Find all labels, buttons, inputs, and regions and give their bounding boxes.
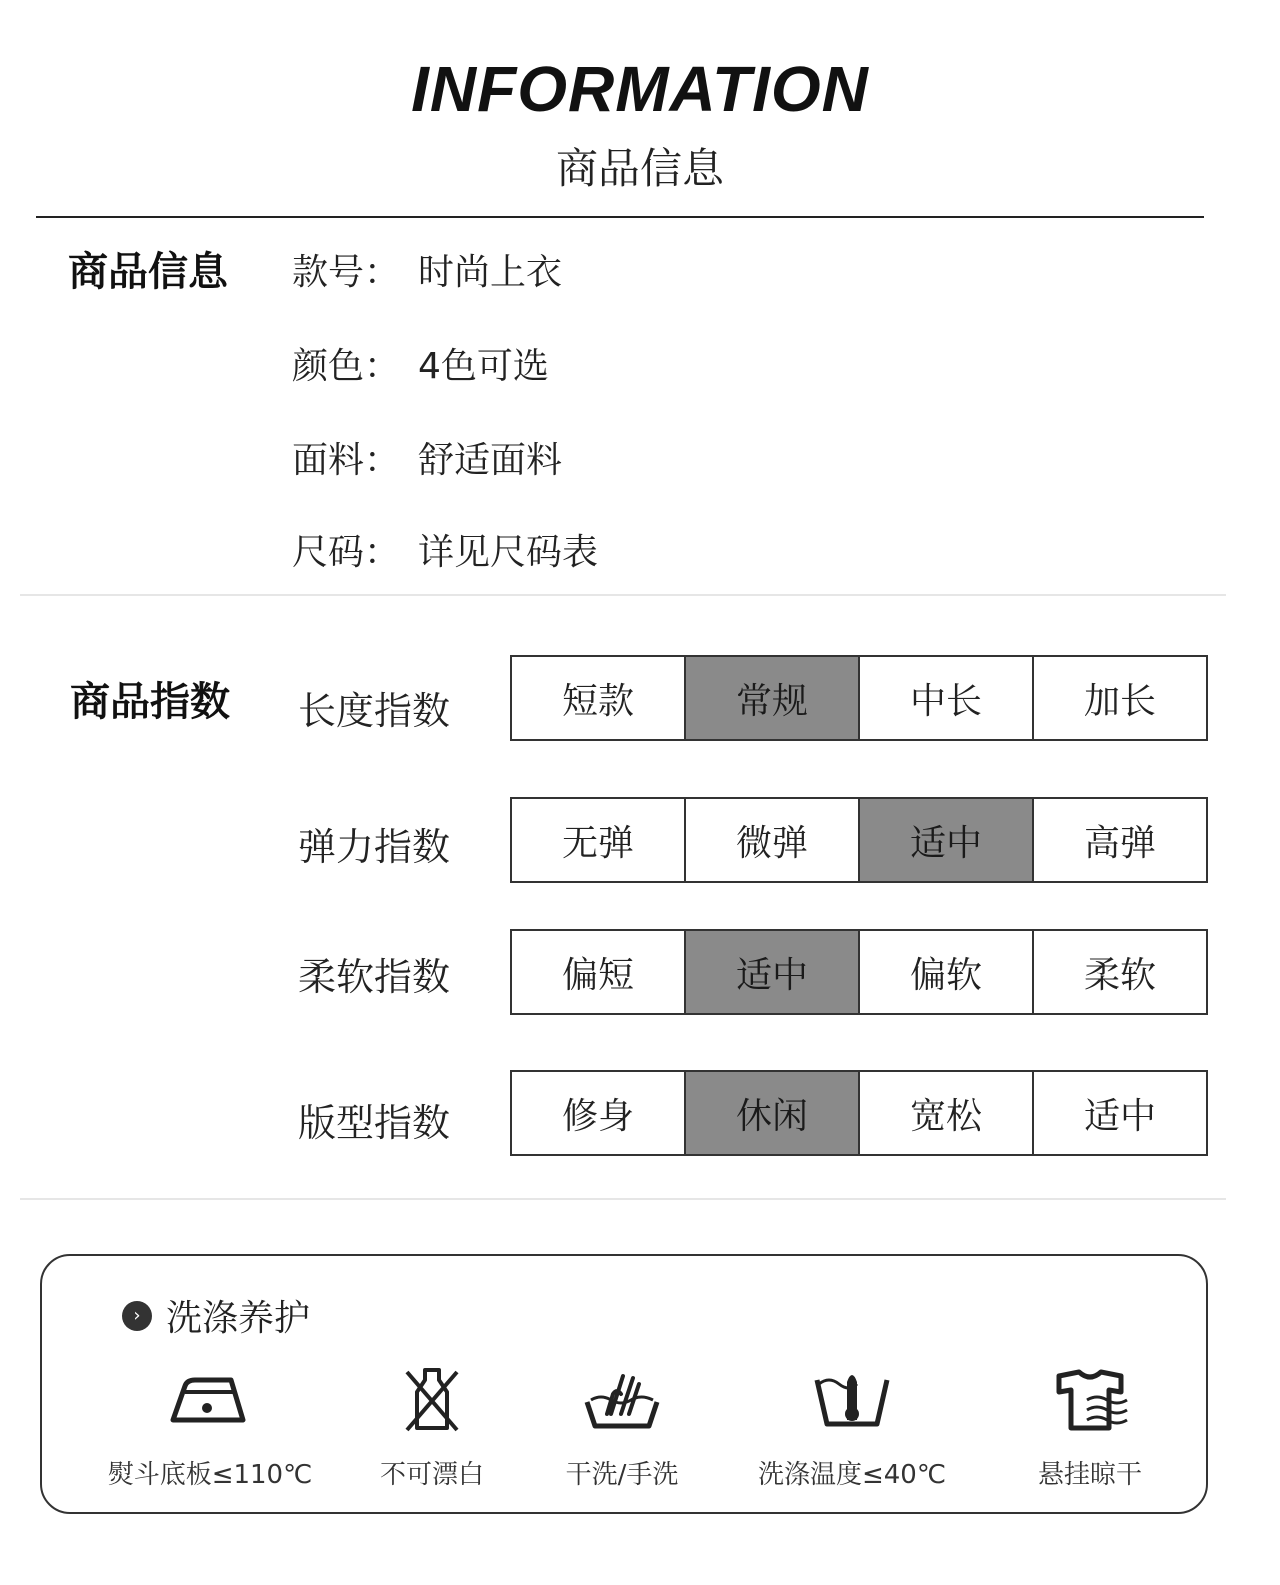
info-value: 4色可选 xyxy=(418,346,549,387)
info-value: 时尚上衣 xyxy=(418,252,563,293)
index-option[interactable]: 柔软 xyxy=(1032,931,1206,1013)
index-option[interactable]: 休闲 xyxy=(684,1072,858,1154)
index-option[interactable]: 偏软 xyxy=(858,931,1032,1013)
index-scale-softness xyxy=(510,929,1208,1015)
index-option[interactable]: 短款 xyxy=(561,680,634,722)
index-option[interactable]: 高弹 xyxy=(1032,799,1206,881)
care-title xyxy=(122,1290,310,1341)
section-divider xyxy=(20,1198,1226,1200)
index-label-fit: 版型指数 xyxy=(298,1101,451,1145)
page-title-zh: 商品信息 xyxy=(555,144,724,193)
care-label: 熨斗底板≤110℃ xyxy=(107,1460,313,1490)
no-bleach-icon xyxy=(387,1364,477,1434)
index-option[interactable]: 常规 xyxy=(684,657,858,739)
info-row-fabric xyxy=(292,432,562,483)
index-option[interactable]: 偏短 xyxy=(561,954,634,996)
index-option[interactable]: 微弹 xyxy=(684,799,858,881)
info-row-color xyxy=(292,338,549,389)
care-item-hangdry xyxy=(960,1364,1220,1491)
index-label-softness: 柔软指数 xyxy=(298,955,451,999)
info-row-size xyxy=(292,524,598,575)
index-option[interactable]: 无弹 xyxy=(561,822,634,864)
hand-wash-icon xyxy=(577,1364,667,1434)
section-divider xyxy=(20,594,1226,596)
header-divider xyxy=(36,216,1204,218)
indices-section-title: 商品指数 xyxy=(70,679,230,725)
index-option[interactable]: 宽松 xyxy=(858,1072,1032,1154)
index-option[interactable]: 中长 xyxy=(858,657,1032,739)
page-title-en: INFORMATION xyxy=(411,53,869,125)
care-item-handwash xyxy=(492,1364,752,1491)
iron-icon xyxy=(165,1364,255,1434)
index-label-elasticity: 弹力指数 xyxy=(298,825,451,869)
product-info-section-title: 商品信息 xyxy=(68,249,228,295)
care-label: 悬挂晾干 xyxy=(1037,1460,1142,1490)
index-option[interactable]: 适中 xyxy=(858,799,1032,881)
hang-dry-icon xyxy=(1045,1364,1135,1434)
index-label-length: 长度指数 xyxy=(298,689,451,733)
index-scale-elasticity xyxy=(510,797,1208,883)
info-label: 尺码： xyxy=(292,532,401,573)
info-label: 面料： xyxy=(292,440,401,481)
info-value: 详见尺码表 xyxy=(418,532,599,573)
chevron-right-icon: › xyxy=(122,1301,152,1331)
wash-temperature-icon xyxy=(807,1364,897,1434)
index-scale-fit xyxy=(510,1070,1208,1156)
info-label: 款号： xyxy=(292,252,401,293)
care-title-text: 洗涤养护 xyxy=(166,1298,311,1339)
care-panel xyxy=(40,1254,1208,1514)
index-option[interactable]: 适中 xyxy=(1032,1072,1206,1154)
info-label: 颜色： xyxy=(292,346,401,387)
info-value: 舒适面料 xyxy=(418,440,563,481)
care-label: 干洗/手洗 xyxy=(565,1460,679,1490)
care-item-temperature xyxy=(722,1364,982,1491)
care-label: 洗涤温度≤40℃ xyxy=(757,1460,947,1490)
care-item-iron xyxy=(80,1364,340,1491)
info-row-style xyxy=(292,244,562,295)
care-label: 不可漂白 xyxy=(379,1460,484,1490)
index-option[interactable]: 修身 xyxy=(561,1095,634,1137)
index-scale-length xyxy=(510,655,1208,741)
index-option[interactable]: 适中 xyxy=(684,931,858,1013)
index-option[interactable]: 加长 xyxy=(1032,657,1206,739)
